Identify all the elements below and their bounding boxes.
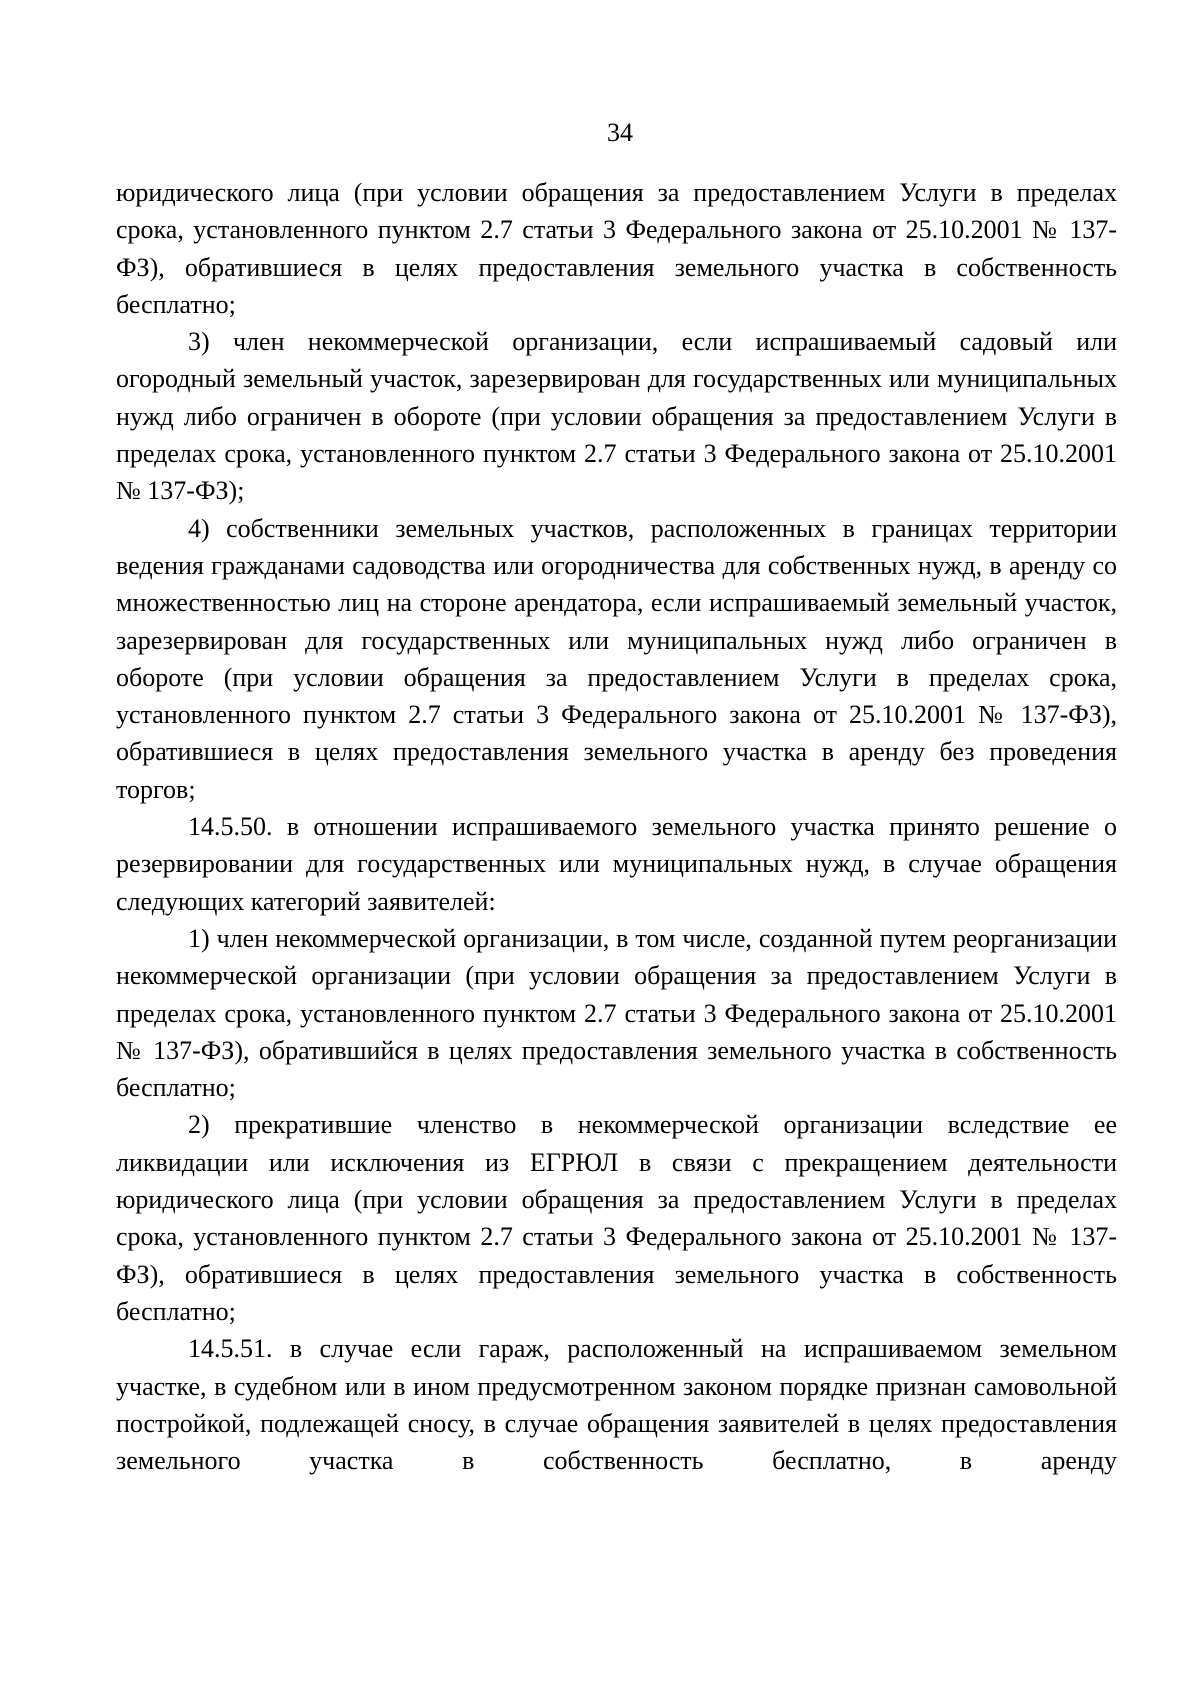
text-line: или муниципальных нужд либо ограничен в обороте (при условии обращения: [116, 364, 1118, 431]
text-line: от 25.10.2001 № 137-ФЗ), обратившиеся в целях предоставления земельного: [116, 1222, 1118, 1289]
text-line: 3) член некоммерческой организации, если испрашиваемый садовый: [188, 327, 1053, 357]
paragraph-clause-14-5-50: [116, 808, 1117, 920]
text-line: за предоставлением Услуги в пределах срока, установленного пунктом 2.7 статьи: [116, 401, 1117, 469]
paragraph-item-1: [116, 920, 1117, 1106]
text-line: установленного пунктом 2.7 статьи 3 Федерального закона от 25.10.2001: [116, 700, 967, 730]
text-line: без проведения торгов;: [116, 737, 1117, 804]
paragraph-item-2: [116, 1106, 1117, 1330]
text-line: для собственных нужд, в аренду со множественностью лиц на стороне: [116, 550, 1118, 618]
text-line: участке, в судебном или в ином предусмотренном законом порядке признан: [116, 1371, 967, 1401]
page-number: 34: [607, 118, 633, 147]
text-line: 2) прекратившие членство в некоммерческой организации вследствие: [188, 1110, 1070, 1140]
text-line: участка в собственность бесплатно;: [116, 1259, 1117, 1326]
text-line: территории ведения гражданами садоводства или огородничества: [116, 513, 1118, 580]
text-line: участка в собственность бесплатно;: [116, 252, 1117, 319]
paragraph-item-4: [116, 510, 1117, 808]
text-line: № 137-ФЗ), обратившиеся в целях предоставления земельного участка в аренду: [116, 700, 1118, 767]
text-line: 3 Федерального закона от 25.10.2001 № 137-ФЗ);: [116, 439, 1118, 506]
text-line: (при условии обращения за предоставлением Услуги в пределах срока,: [223, 662, 1117, 692]
text-line: 4) собственники земельных участков, расположенных в границах: [188, 513, 973, 543]
text-line: предоставления земельного участка в собственность бесплатно;: [116, 1035, 1118, 1103]
text-line: юридического лица (при условии обращения за предоставлением Услуги: [116, 1185, 977, 1215]
text-line: для государственных или муниципальных нужд либо ограничен в обороте: [116, 625, 1118, 692]
text-line: юридического лица (при условии обращения за предоставлением Услуги: [116, 178, 977, 207]
text-line: 14.5.51. в случае если гараж, расположенный на испрашиваемом земельном: [188, 1334, 1117, 1364]
text-line: самовольной постройкой, подлежащей сносу, в случае обращения заявителей: [116, 1371, 1118, 1438]
text-line: в пределах срока, установленного пунктом 2.7 статьи 3 Федерального закона: [116, 178, 1118, 245]
text-line: за предоставлением Услуги в пределах срока, установленного пунктом 2.7 статьи: [116, 961, 1118, 1028]
paragraph-continuation: [116, 174, 1117, 323]
text-line: в пределах срока, установленного пунктом 2.7 статьи 3 Федерального закона: [116, 1185, 1118, 1252]
document-body: [116, 174, 1117, 1479]
text-line: в целях предоставления земельного участка в собственность бесплатно, в аренду: [116, 1408, 1118, 1476]
text-line: 14.5.50. в отношении испрашиваемого земельного участка принято решение: [188, 812, 1090, 842]
paragraph-clause-14-5-51: [116, 1330, 1117, 1479]
text-line: обращения следующих категорий заявителей:: [116, 849, 1117, 916]
text-line: о резервировании для государственных или муниципальных нужд, в случае: [116, 812, 1117, 879]
text-line: 1) член некоммерческой организации, в том числе, созданной путем: [188, 923, 946, 953]
text-line: реорганизации некоммерческой организации (при условии обращения: [116, 923, 1117, 991]
text-line: арендатора, если испрашиваемый земельный участок, зарезервирован: [116, 588, 1118, 655]
text-line: от 25.10.2001 № 137-ФЗ), обратившиеся в целях предоставления земельного: [116, 215, 1118, 282]
text-line: 3 Федерального закона от 25.10.2001 № 137-ФЗ), обратившийся в целях: [116, 998, 1118, 1065]
text-line: или огородный земельный участок, зарезервирован для государственных: [116, 327, 1117, 394]
text-line: ее ликвидации или исключения из ЕГРЮЛ в связи с прекращением деятельности: [116, 1110, 1117, 1177]
paragraph-item-3: [116, 323, 1117, 509]
